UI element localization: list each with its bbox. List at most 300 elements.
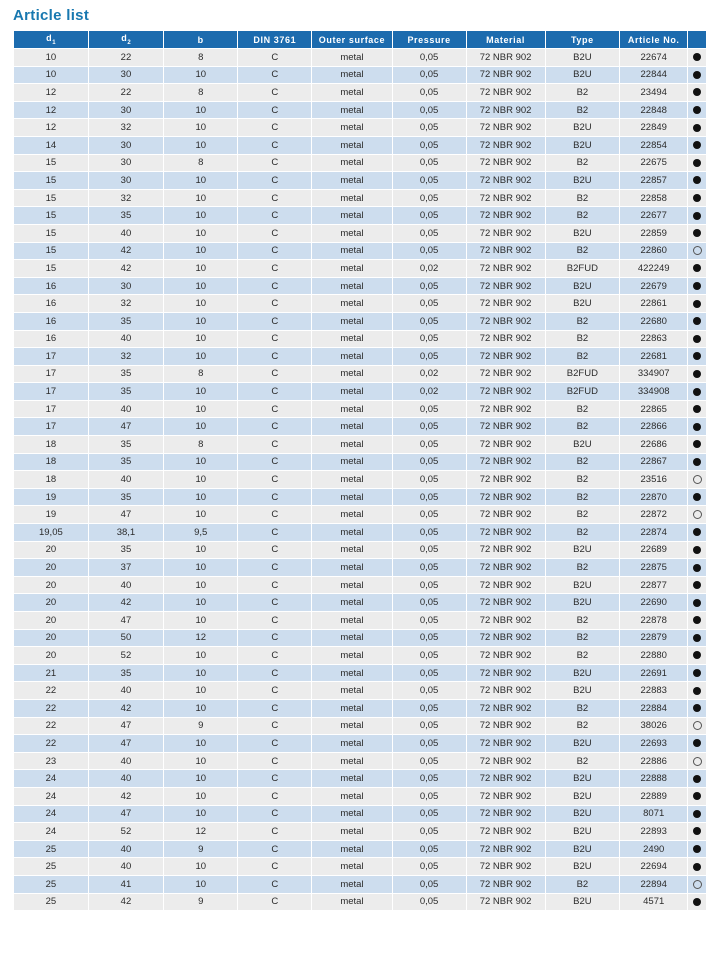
cell-material: 72 NBR 902: [467, 260, 545, 277]
cell-d1: 25: [14, 858, 88, 875]
cell-material: 72 NBR 902: [467, 718, 545, 735]
cell-d2: 42: [89, 700, 163, 717]
cell-outer-surface: metal: [312, 225, 391, 242]
cell-d2: 22: [89, 49, 163, 66]
cell-b: 10: [164, 454, 237, 471]
cell-availability: [688, 295, 706, 312]
cell-outer-surface: metal: [312, 894, 391, 911]
cell-article-no: 22854: [620, 137, 687, 154]
column-header-type: Type: [546, 31, 620, 48]
cell-article-no: 22677: [620, 207, 687, 224]
cell-pressure: 0,05: [393, 49, 466, 66]
cell-outer-surface: metal: [312, 137, 391, 154]
cell-type: B2U: [546, 278, 620, 295]
table-row: [14, 612, 706, 629]
availability-filled-icon: [693, 71, 701, 79]
availability-filled-icon: [693, 845, 701, 853]
availability-filled-icon: [693, 405, 701, 413]
cell-d2: 30: [89, 102, 163, 119]
cell-type: B2: [546, 331, 620, 348]
cell-material: 72 NBR 902: [467, 243, 545, 260]
cell-b: 10: [164, 647, 237, 664]
cell-availability: [688, 119, 706, 136]
cell-din-3761: C: [238, 243, 311, 260]
cell-availability: [688, 366, 706, 383]
cell-d1: 15: [14, 243, 88, 260]
cell-b: 10: [164, 700, 237, 717]
cell-d2: 52: [89, 823, 163, 840]
cell-pressure: 0,05: [393, 348, 466, 365]
article-table: [13, 30, 707, 911]
availability-filled-icon: [693, 352, 701, 360]
cell-d2: 35: [89, 454, 163, 471]
cell-type: B2: [546, 630, 620, 647]
cell-article-no: 22690: [620, 594, 687, 611]
cell-din-3761: C: [238, 612, 311, 629]
cell-pressure: 0,05: [393, 243, 466, 260]
table-row: [14, 542, 706, 559]
cell-b: 12: [164, 823, 237, 840]
cell-din-3761: C: [238, 84, 311, 101]
table-row: [14, 348, 706, 365]
cell-article-no: 22858: [620, 190, 687, 207]
cell-material: 72 NBR 902: [467, 471, 545, 488]
cell-availability: [688, 718, 706, 735]
cell-article-no: 22860: [620, 243, 687, 260]
cell-article-no: 22872: [620, 506, 687, 523]
table-row: [14, 436, 706, 453]
cell-d1: 17: [14, 418, 88, 435]
cell-d1: 20: [14, 612, 88, 629]
cell-material: 72 NBR 902: [467, 823, 545, 840]
cell-d1: 19: [14, 489, 88, 506]
cell-material: 72 NBR 902: [467, 278, 545, 295]
cell-availability: [688, 348, 706, 365]
cell-outer-surface: metal: [312, 489, 391, 506]
cell-outer-surface: metal: [312, 331, 391, 348]
cell-pressure: 0,05: [393, 612, 466, 629]
cell-article-no: 22694: [620, 858, 687, 875]
cell-b: 10: [164, 735, 237, 752]
table-row: [14, 137, 706, 154]
cell-article-no: 22857: [620, 172, 687, 189]
cell-d2: 42: [89, 894, 163, 911]
cell-pressure: 0,05: [393, 454, 466, 471]
availability-filled-icon: [693, 300, 701, 308]
table-row: [14, 331, 706, 348]
cell-outer-surface: metal: [312, 718, 391, 735]
cell-din-3761: C: [238, 559, 311, 576]
cell-type: B2U: [546, 735, 620, 752]
cell-availability: [688, 524, 706, 541]
cell-d2: 40: [89, 753, 163, 770]
cell-pressure: 0,05: [393, 119, 466, 136]
cell-outer-surface: metal: [312, 207, 391, 224]
cell-material: 72 NBR 902: [467, 225, 545, 242]
table-row: [14, 577, 706, 594]
cell-d2: 41: [89, 876, 163, 893]
cell-outer-surface: metal: [312, 49, 391, 66]
cell-availability: [688, 894, 706, 911]
cell-b: 10: [164, 225, 237, 242]
cell-b: 10: [164, 418, 237, 435]
availability-filled-icon: [693, 440, 701, 448]
cell-pressure: 0,05: [393, 718, 466, 735]
availability-filled-icon: [693, 827, 701, 835]
table-row: [14, 383, 706, 400]
availability-filled-icon: [693, 564, 701, 572]
cell-material: 72 NBR 902: [467, 331, 545, 348]
cell-pressure: 0,05: [393, 436, 466, 453]
cell-availability: [688, 471, 706, 488]
table-row: [14, 858, 706, 875]
cell-d2: 42: [89, 243, 163, 260]
cell-article-no: 22863: [620, 331, 687, 348]
cell-d1: 17: [14, 366, 88, 383]
cell-outer-surface: metal: [312, 753, 391, 770]
cell-d1: 15: [14, 225, 88, 242]
cell-pressure: 0,05: [393, 647, 466, 664]
cell-din-3761: C: [238, 630, 311, 647]
availability-filled-icon: [693, 124, 701, 132]
cell-pressure: 0,05: [393, 894, 466, 911]
table-row: [14, 806, 706, 823]
cell-availability: [688, 876, 706, 893]
cell-d2: 47: [89, 735, 163, 752]
table-row: [14, 295, 706, 312]
cell-pressure: 0,05: [393, 542, 466, 559]
cell-availability: [688, 207, 706, 224]
cell-material: 72 NBR 902: [467, 788, 545, 805]
cell-material: 72 NBR 902: [467, 489, 545, 506]
table-row: [14, 119, 706, 136]
cell-d2: 52: [89, 647, 163, 664]
table-row: [14, 489, 706, 506]
table-row: [14, 630, 706, 647]
cell-d2: 30: [89, 155, 163, 172]
cell-availability: [688, 84, 706, 101]
cell-din-3761: C: [238, 577, 311, 594]
cell-pressure: 0,05: [393, 858, 466, 875]
cell-article-no: 22848: [620, 102, 687, 119]
cell-outer-surface: metal: [312, 876, 391, 893]
cell-type: B2FUD: [546, 260, 620, 277]
cell-b: 8: [164, 366, 237, 383]
column-header-d1: $d_1$: [14, 31, 88, 48]
cell-din-3761: C: [238, 331, 311, 348]
availability-filled-icon: [693, 687, 701, 695]
cell-availability: [688, 278, 706, 295]
cell-d1: 15: [14, 260, 88, 277]
cell-din-3761: C: [238, 841, 311, 858]
cell-d1: 14: [14, 137, 88, 154]
table-row: [14, 876, 706, 893]
cell-availability: [688, 49, 706, 66]
cell-d2: 35: [89, 313, 163, 330]
cell-availability: [688, 788, 706, 805]
cell-material: 72 NBR 902: [467, 506, 545, 523]
cell-availability: [688, 559, 706, 576]
cell-b: 10: [164, 806, 237, 823]
cell-type: B2: [546, 876, 620, 893]
cell-d1: 18: [14, 454, 88, 471]
cell-pressure: 0,05: [393, 770, 466, 787]
cell-d2: 30: [89, 67, 163, 84]
cell-availability: [688, 770, 706, 787]
cell-b: 10: [164, 788, 237, 805]
cell-type: B2U: [546, 49, 620, 66]
cell-pressure: 0,05: [393, 471, 466, 488]
cell-outer-surface: metal: [312, 788, 391, 805]
cell-availability: [688, 542, 706, 559]
cell-type: B2: [546, 524, 620, 541]
cell-d2: 37: [89, 559, 163, 576]
cell-outer-surface: metal: [312, 823, 391, 840]
availability-open-icon: [693, 880, 702, 889]
cell-pressure: 0,05: [393, 506, 466, 523]
cell-material: 72 NBR 902: [467, 735, 545, 752]
availability-filled-icon: [693, 335, 701, 343]
cell-outer-surface: metal: [312, 682, 391, 699]
cell-article-no: 22880: [620, 647, 687, 664]
cell-d1: 20: [14, 647, 88, 664]
table-row: [14, 366, 706, 383]
cell-pressure: 0,05: [393, 682, 466, 699]
availability-filled-icon: [693, 616, 701, 624]
column-header-outer-surface: Outer surface: [312, 31, 391, 48]
cell-pressure: 0,05: [393, 84, 466, 101]
table-row: [14, 207, 706, 224]
availability-filled-icon: [693, 898, 701, 906]
availability-filled-icon: [693, 546, 701, 554]
cell-type: B2U: [546, 577, 620, 594]
availability-filled-icon: [693, 53, 701, 61]
cell-d2: 40: [89, 401, 163, 418]
availability-filled-icon: [693, 370, 701, 378]
cell-pressure: 0,05: [393, 559, 466, 576]
cell-availability: [688, 225, 706, 242]
availability-filled-icon: [693, 775, 701, 783]
cell-article-no: 22867: [620, 454, 687, 471]
cell-article-no: 4571: [620, 894, 687, 911]
cell-din-3761: C: [238, 524, 311, 541]
cell-availability: [688, 67, 706, 84]
cell-type: B2: [546, 454, 620, 471]
cell-d2: 32: [89, 119, 163, 136]
cell-material: 72 NBR 902: [467, 67, 545, 84]
cell-d1: 23: [14, 753, 88, 770]
cell-article-no: 22861: [620, 295, 687, 312]
cell-b: 10: [164, 207, 237, 224]
table-row: [14, 471, 706, 488]
cell-d1: 20: [14, 559, 88, 576]
cell-availability: [688, 858, 706, 875]
cell-availability: [688, 401, 706, 418]
availability-filled-icon: [693, 264, 701, 272]
cell-pressure: 0,05: [393, 665, 466, 682]
cell-type: B2U: [546, 823, 620, 840]
cell-b: 10: [164, 313, 237, 330]
cell-type: B2U: [546, 682, 620, 699]
cell-d1: 22: [14, 718, 88, 735]
cell-din-3761: C: [238, 506, 311, 523]
cell-outer-surface: metal: [312, 190, 391, 207]
cell-material: 72 NBR 902: [467, 102, 545, 119]
cell-article-no: 22883: [620, 682, 687, 699]
cell-din-3761: C: [238, 190, 311, 207]
cell-pressure: 0,05: [393, 524, 466, 541]
cell-type: B2U: [546, 542, 620, 559]
cell-d1: 20: [14, 594, 88, 611]
availability-filled-icon: [693, 176, 701, 184]
cell-material: 72 NBR 902: [467, 542, 545, 559]
cell-outer-surface: metal: [312, 700, 391, 717]
cell-availability: [688, 700, 706, 717]
cell-d2: 32: [89, 190, 163, 207]
cell-d2: 35: [89, 665, 163, 682]
cell-din-3761: C: [238, 418, 311, 435]
availability-filled-icon: [693, 388, 701, 396]
cell-din-3761: C: [238, 858, 311, 875]
cell-availability: [688, 243, 706, 260]
cell-d2: 40: [89, 471, 163, 488]
cell-d2: 30: [89, 172, 163, 189]
cell-type: B2U: [546, 436, 620, 453]
cell-din-3761: C: [238, 753, 311, 770]
cell-d1: 24: [14, 788, 88, 805]
cell-d2: 38,1: [89, 524, 163, 541]
cell-d1: 16: [14, 331, 88, 348]
availability-filled-icon: [693, 229, 701, 237]
cell-pressure: 0,05: [393, 137, 466, 154]
cell-availability: [688, 577, 706, 594]
cell-pressure: 0,05: [393, 190, 466, 207]
cell-d1: 16: [14, 295, 88, 312]
availability-filled-icon: [693, 599, 701, 607]
table-row: [14, 67, 706, 84]
cell-article-no: 22889: [620, 788, 687, 805]
cell-d1: 24: [14, 770, 88, 787]
cell-outer-surface: metal: [312, 735, 391, 752]
cell-type: B2U: [546, 665, 620, 682]
cell-outer-surface: metal: [312, 471, 391, 488]
cell-availability: [688, 594, 706, 611]
cell-d1: 17: [14, 348, 88, 365]
cell-din-3761: C: [238, 102, 311, 119]
cell-b: 10: [164, 682, 237, 699]
cell-type: B2: [546, 155, 620, 172]
cell-availability: [688, 172, 706, 189]
cell-pressure: 0,05: [393, 823, 466, 840]
cell-din-3761: C: [238, 366, 311, 383]
availability-open-icon: [693, 510, 702, 519]
cell-din-3761: C: [238, 594, 311, 611]
cell-din-3761: C: [238, 155, 311, 172]
table-row: [14, 418, 706, 435]
cell-outer-surface: metal: [312, 594, 391, 611]
cell-d2: 40: [89, 858, 163, 875]
cell-material: 72 NBR 902: [467, 630, 545, 647]
cell-availability: [688, 806, 706, 823]
availability-filled-icon: [693, 581, 701, 589]
cell-b: 10: [164, 594, 237, 611]
cell-din-3761: C: [238, 647, 311, 664]
cell-material: 72 NBR 902: [467, 454, 545, 471]
cell-pressure: 0,05: [393, 225, 466, 242]
cell-din-3761: C: [238, 260, 311, 277]
cell-material: 72 NBR 902: [467, 577, 545, 594]
cell-b: 9: [164, 841, 237, 858]
cell-pressure: 0,05: [393, 331, 466, 348]
cell-b: 12: [164, 630, 237, 647]
cell-article-no: 22691: [620, 665, 687, 682]
cell-type: B2FUD: [546, 383, 620, 400]
cell-type: B2: [546, 84, 620, 101]
cell-din-3761: C: [238, 735, 311, 752]
cell-pressure: 0,05: [393, 418, 466, 435]
availability-filled-icon: [693, 317, 701, 325]
availability-open-icon: [693, 757, 702, 766]
cell-article-no: 22866: [620, 418, 687, 435]
cell-din-3761: C: [238, 119, 311, 136]
cell-material: 72 NBR 902: [467, 295, 545, 312]
cell-material: 72 NBR 902: [467, 612, 545, 629]
cell-availability: [688, 489, 706, 506]
cell-material: 72 NBR 902: [467, 806, 545, 823]
cell-d2: 32: [89, 348, 163, 365]
cell-pressure: 0,05: [393, 295, 466, 312]
cell-b: 10: [164, 770, 237, 787]
cell-type: B2: [546, 700, 620, 717]
cell-b: 9: [164, 718, 237, 735]
cell-material: 72 NBR 902: [467, 383, 545, 400]
cell-d2: 30: [89, 278, 163, 295]
availability-filled-icon: [693, 159, 701, 167]
cell-article-no: 22894: [620, 876, 687, 893]
availability-filled-icon: [693, 528, 701, 536]
cell-type: B2U: [546, 119, 620, 136]
cell-d1: 20: [14, 542, 88, 559]
cell-article-no: 422249: [620, 260, 687, 277]
cell-d1: 15: [14, 190, 88, 207]
cell-b: 8: [164, 155, 237, 172]
cell-b: 10: [164, 858, 237, 875]
cell-d1: 22: [14, 682, 88, 699]
cell-b: 10: [164, 383, 237, 400]
cell-d2: 40: [89, 841, 163, 858]
cell-pressure: 0,02: [393, 260, 466, 277]
cell-outer-surface: metal: [312, 67, 391, 84]
cell-b: 10: [164, 489, 237, 506]
cell-d2: 47: [89, 418, 163, 435]
cell-d1: 20: [14, 577, 88, 594]
availability-open-icon: [693, 721, 702, 730]
cell-type: B2U: [546, 770, 620, 787]
cell-pressure: 0,05: [393, 753, 466, 770]
cell-din-3761: C: [238, 207, 311, 224]
table-row: [14, 313, 706, 330]
cell-availability: [688, 841, 706, 858]
cell-type: B2U: [546, 894, 620, 911]
table-row: [14, 841, 706, 858]
cell-type: B2: [546, 647, 620, 664]
cell-outer-surface: metal: [312, 770, 391, 787]
cell-type: B2U: [546, 594, 620, 611]
table-row: [14, 172, 706, 189]
availability-filled-icon: [693, 423, 701, 431]
cell-b: 10: [164, 137, 237, 154]
cell-pressure: 0,05: [393, 489, 466, 506]
